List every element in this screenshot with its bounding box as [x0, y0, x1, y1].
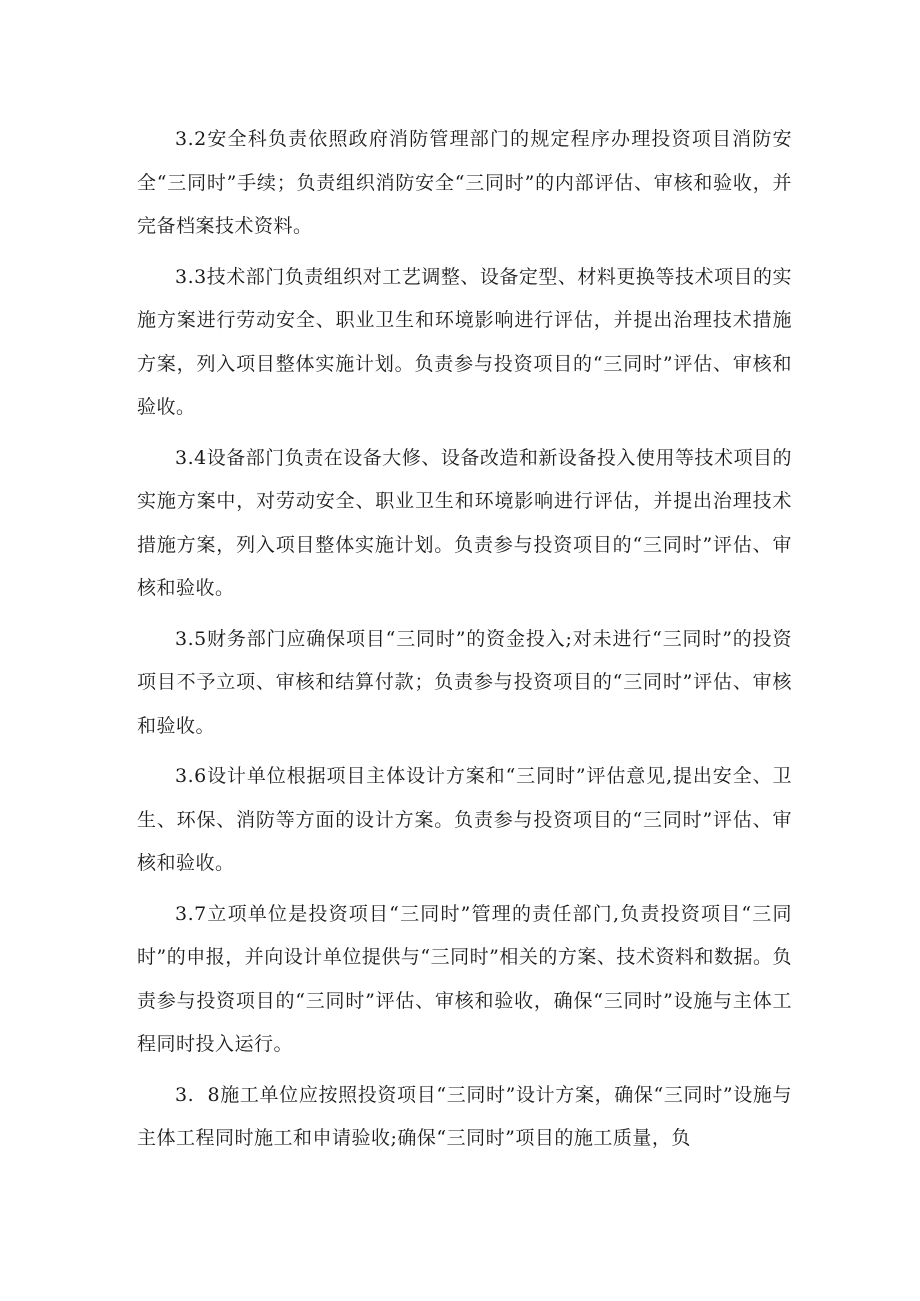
- paragraph-3-8: 3. 8施工单位应按照投资项目“三同时”设计方案，确保“三同时”设施与主体工程同时施工和申请验收;确保“三同时”项目的施工质量，负: [137, 1083, 792, 1149]
- paragraph-3-4: 3.4设备部门负责在设备大修、设备改造和新设备投入使用等技术项目的实施方案中，对劳动安全、职业卫生和环境影响进行评估，并提出治理技术措施方案，列入项目整体实施计划。负责参与投资项目的“三同时”评估、审核和验收。: [137, 446, 792, 599]
- paragraph-3-5: 3.5财务部门应确保项目“三同时”的资金投入;对未进行“三同时”的投资项目不予立项、审核和结算付款；负责参与投资项目的“三同时”评估、审核和验收。: [137, 627, 792, 737]
- paragraph-3-6: 3.6设计单位根据项目主体设计方案和“三同时”评估意见,提出安全、卫生、环保、消防等方面的设计方案。负责参与投资项目的“三同时”评估、审核和验收。: [137, 765, 792, 874]
- paragraph-3-2: 3.2安全科负责依照政府消防管理部门的规定程序办理投资项目消防安全“三同时”手续；负责组织消防安全“三同时”的内部评估、审核和验收，并完备档案技术资料。: [137, 128, 792, 237]
- paragraph-3-3: 3.3技术部门负责组织对工艺调整、设备定型、材料更换等技术项目的实施方案进行劳动安全、职业卫生和环境影响进行评估，并提出治理技术措施方案，列入项目整体实施计划。负责参与投资项目的“三同时”评估、审核和验收。: [137, 265, 792, 418]
- document-body: [137, 118, 792, 1168]
- paragraph-3-7: 3.7立项单位是投资项目“三同时”管理的责任部门,负责投资项目“三同时”的申报，并向设计单位提供与“三同时”相关的方案、技术资料和数据。负责参与投资项目的“三同时”评估、审核和验收，确保“三同时”设施与主体工程同时投入运行。: [137, 902, 792, 1055]
